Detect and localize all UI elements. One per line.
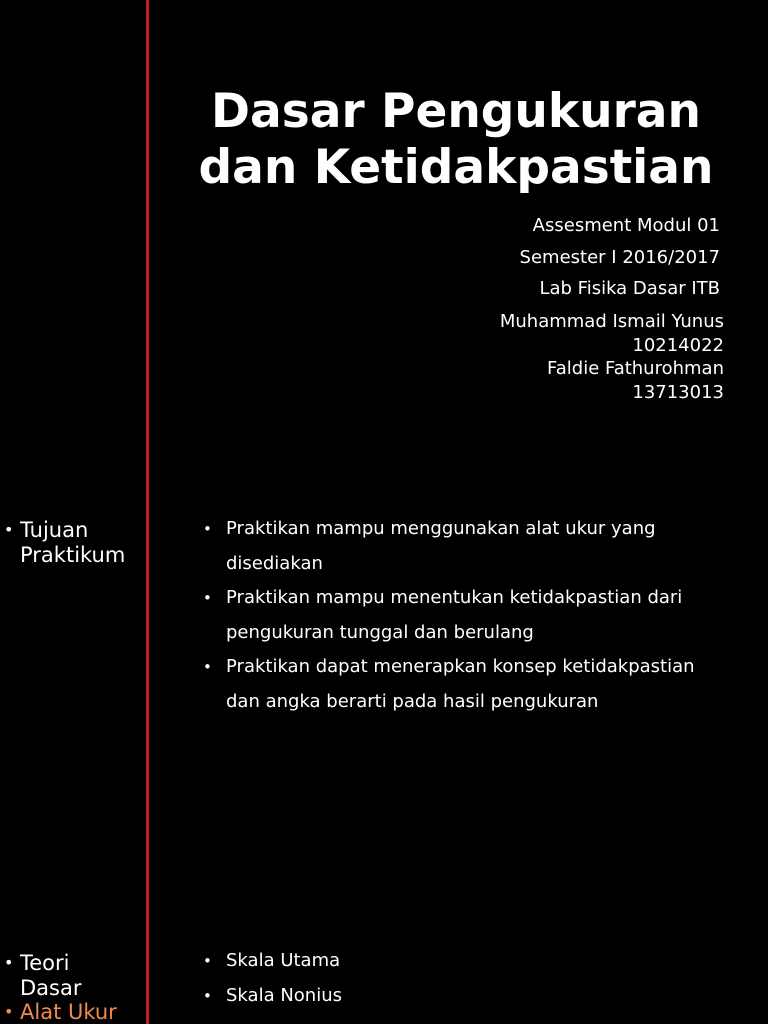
list-item-line-2: dan angka berarti pada hasil pengukuran [226,690,599,712]
bullet-icon: • [4,1002,14,1021]
bullet-icon: • [4,953,14,972]
divider-line [146,0,149,1024]
list-item-line-1: Skala Utama [226,950,341,971]
list-item [200,512,695,581]
list-item [200,979,342,1014]
author-id-1: 10214022 [632,334,724,356]
section-label-theory [4,951,117,1000]
list-item-line-2: pengukuran tunggal dan berulang [226,621,534,643]
author-name-2: Faldie Fathurohman [547,358,724,379]
section-label-line-1: Teori [20,951,70,975]
section-label-instruments [4,1000,117,1024]
list-item-line-2: disediakan [226,552,323,574]
title-line-1: Dasar Pengukuran [211,84,701,139]
section-nav-objectives [4,518,125,567]
list-item [200,581,695,650]
list-item-line-1: Skala Nonius [226,984,342,1006]
bullet-icon: • [203,986,212,1005]
bullet-icon: • [203,658,212,676]
bullet-icon: • [203,520,212,538]
title-line-2: dan Ketidakpastian [198,140,714,195]
lab-label: Lab Fisika Dasar ITB [539,278,720,299]
module-info [520,210,720,305]
sub-label-instruments: Alat Ukur [20,1000,117,1024]
list-item-line-1: Praktikan mampu menggunakan alat ukur yang [226,518,656,539]
theory-list [200,944,342,1013]
slide-title [160,84,752,196]
bullet-icon: • [4,520,14,539]
section-label-objectives [4,518,125,567]
section-label-line-2: Praktikum [20,542,126,567]
module-label: Assesment Modul 01 [532,215,720,236]
section-label-line-2: Dasar [20,975,82,1000]
list-item [200,650,695,719]
objectives-list [200,512,695,719]
bullet-icon: • [203,952,212,970]
bullet-icon: • [203,589,212,607]
list-item [200,944,342,979]
list-item-line-1: Praktikan mampu menentukan ketidakpastian dari [226,587,683,608]
author-id-2: 13713013 [632,381,724,403]
section-nav-theory [4,951,117,1024]
section-label-line-1: Tujuan [20,518,89,542]
list-item-line-1: Praktikan dapat menerapkan konsep ketidakpastian [226,656,695,677]
semester-label: Semester I 2016/2017 [519,246,720,268]
author-name-1: Muhammad Ismail Yunus [499,311,724,332]
author-block [500,310,724,404]
